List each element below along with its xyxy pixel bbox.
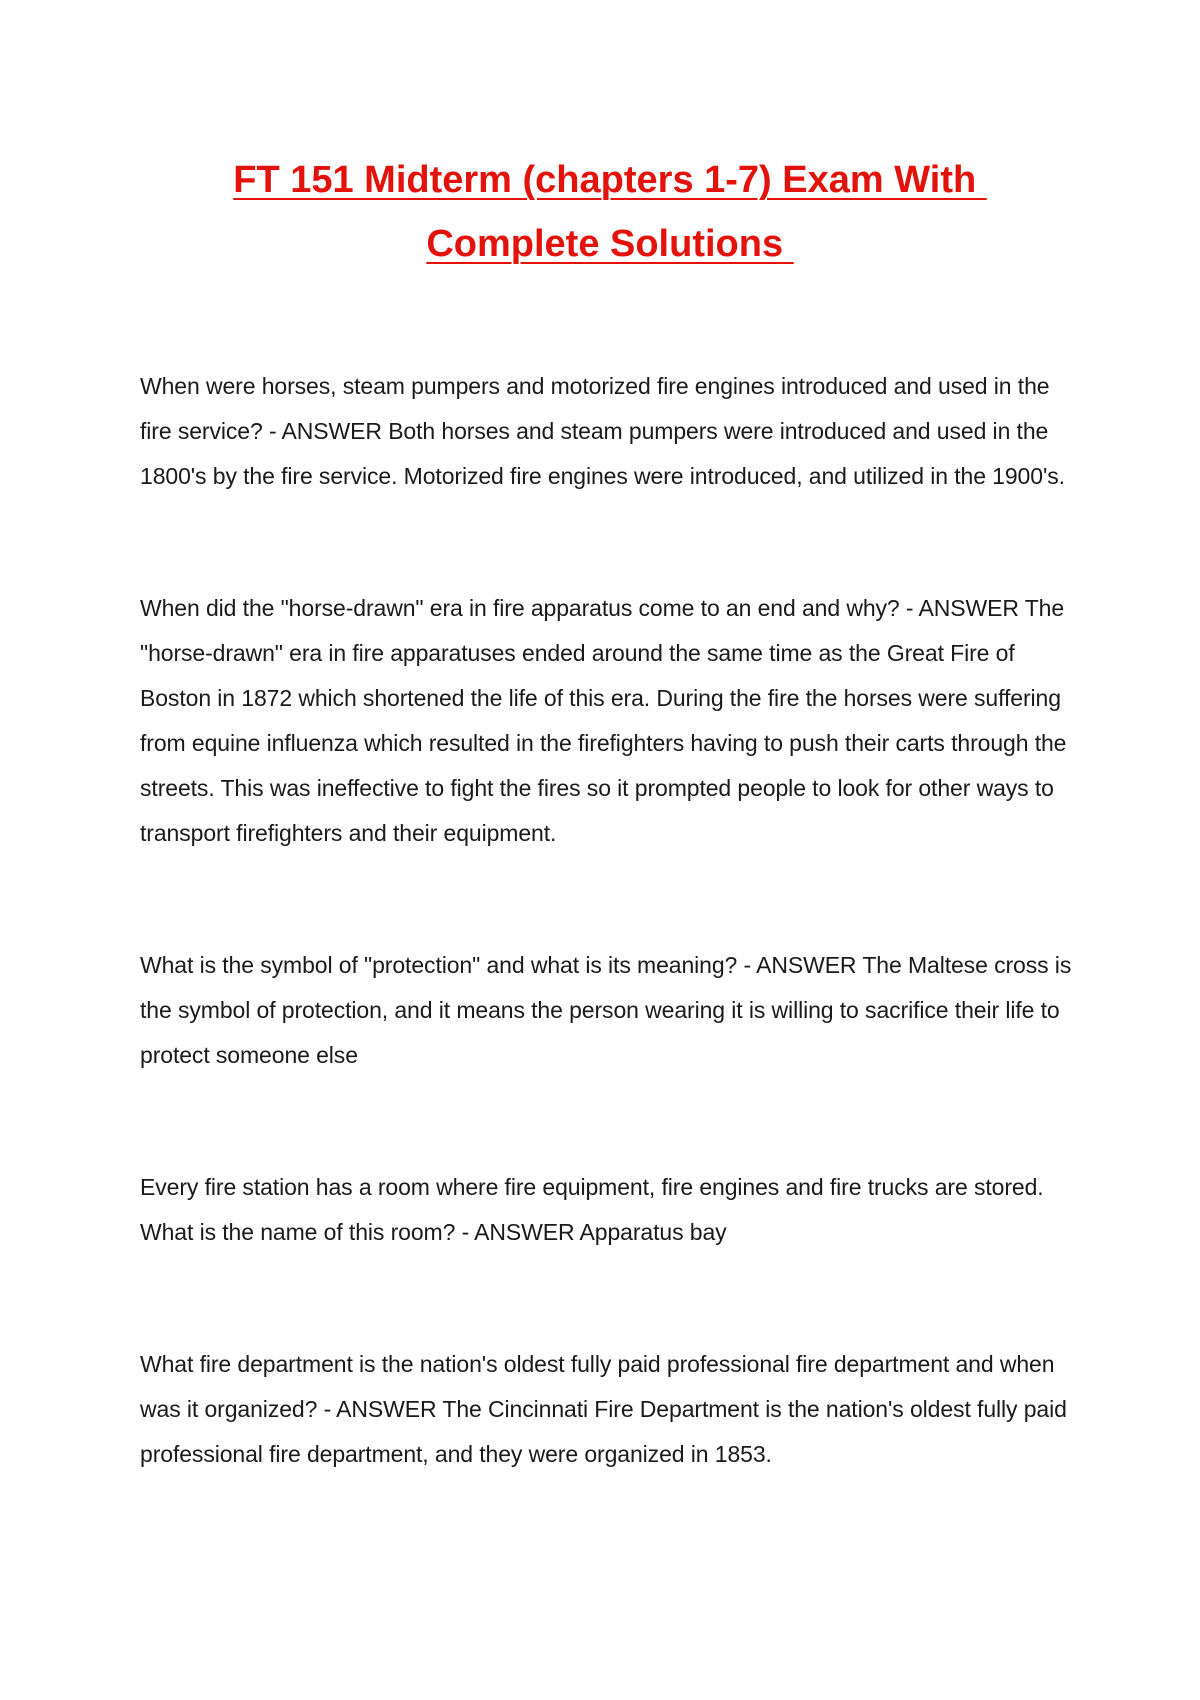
qa-item-5: What fire department is the nation's oldest fully paid professional fire department and when was it organized? - ANSWER The Cincinnati Fire Department is the nation's oldest fully paid professional fire department, and they were organized in 1853. — [140, 1351, 1067, 1467]
title-line-2: Complete Solutions — [426, 223, 794, 265]
qa-list — [140, 364, 1080, 1477]
qa-item-1: When were horses, steam pumpers and motorized fire engines introduced and used in the fire service? - ANSWER Both horses and steam pumpers were introduced and used in the 1800's by the fire service. Motorized fire engines were introduced, and utilized in the 1900's. — [140, 373, 1065, 489]
qa-item-4: Every fire station has a room where fire equipment, fire engines and fire trucks are stored. What is the name of this room? - ANSWER Apparatus bay — [140, 1174, 1044, 1245]
document-title — [140, 148, 1080, 276]
qa-item-2: When did the "horse-drawn" era in fire apparatus come to an end and why? - ANSWER The "horse-drawn" era in fire apparatuses ended around the same time as the Great Fire of Boston in 1872 which shortened the life of this era. During the fire the horses were suffering from equine influenza which resulted in the firefighters having to push their carts through the streets. This was ineffective to fight the fires so it prompted people to look for other ways to transport firefighters and their equipment. — [140, 595, 1067, 846]
qa-item-3: What is the symbol of "protection" and what is its meaning? - ANSWER The Maltese cross is the symbol of protection, and it means the person wearing it is willing to sacrifice their life to protect someone else — [140, 952, 1072, 1068]
title-line-1: FT 151 Midterm (chapters 1-7) Exam With — [233, 159, 987, 201]
